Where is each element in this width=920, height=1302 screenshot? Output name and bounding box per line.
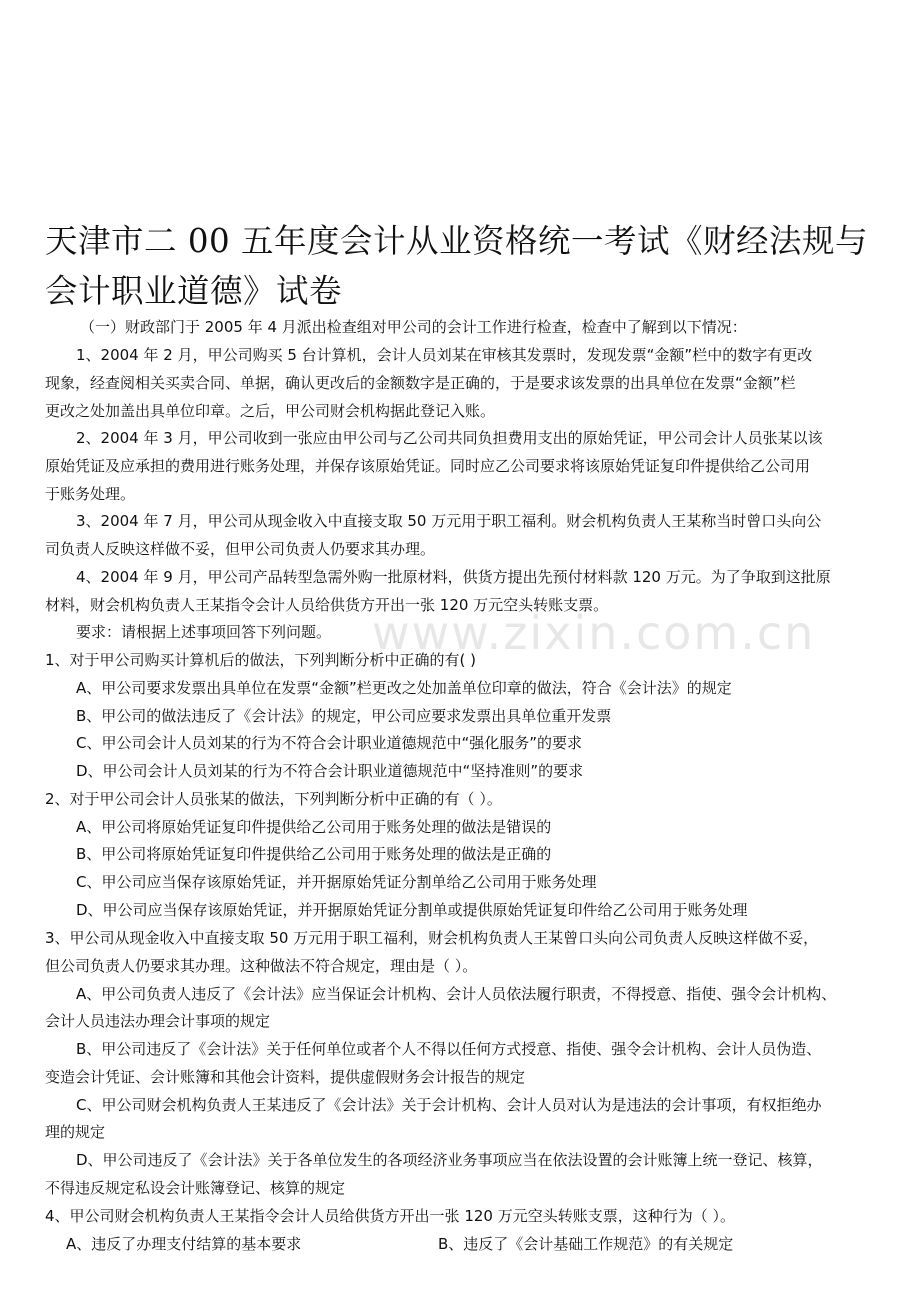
question-1-option-c: C、甲公司会计人员刘某的行为不符合会计职业道德规范中“强化服务”的要求: [76, 734, 583, 752]
fact-2-line-2: 原始凭证及应承担的费用进行账务处理，并保存该原始凭证。同时应乙公司要求将该原始凭证复印件提供给乙公司用: [45, 457, 811, 475]
question-3-option-a-line-1: A、甲公司负责人违反了《会计法》应当保证会计机构、会计人员依法履行职责，不得授意、指使、强令会计机构、: [76, 985, 837, 1003]
fact-1-line-1: 1、2004 年 2 月，甲公司购买 5 台计算机，会计人员刘某在审核其发票时，发现发票“金额”栏中的数字有更改: [76, 346, 813, 364]
exam-title: 天津市二 00 五年度会计从业资格统一考试《财经法规与会计职业道德》试卷: [45, 222, 869, 310]
question-4-option-a: A、违反了办理支付结算的基本要求: [66, 1235, 302, 1253]
question-2: 2、对于甲公司会计人员张某的做法，下列判断分析中正确的有（ ）。: [45, 790, 502, 808]
requirement: 要求：请根据上述事项回答下列问题。: [76, 623, 332, 641]
question-3-line-1: 3、甲公司从现金收入中直接支取 50 万元用于职工福利，财会机构负责人王某曾口头向公司负责人反映这样做不妥，: [45, 929, 819, 947]
fact-2-line-1: 2、2004 年 3 月，甲公司收到一张应由甲公司与乙公司共同负担费用支出的原始凭证，甲公司会计人员张某以该: [76, 429, 823, 447]
question-2-option-b: B、甲公司将原始凭证复印件提供给乙公司用于账务处理的做法是正确的: [76, 845, 552, 863]
fact-4-line-1: 4、2004 年 9 月，甲公司产品转型急需外购一批原材料，供货方提出先预付材料款 120 万元。为了争取到这批原: [76, 568, 831, 586]
question-2-option-a: A、甲公司将原始凭证复印件提供给乙公司用于账务处理的做法是错误的: [76, 818, 552, 836]
fact-3-line-1: 3、2004 年 7 月，甲公司从现金收入中直接支取 50 万元用于职工福利。财会机构负责人王某称当时曾口头向公: [76, 512, 822, 530]
question-3-option-d-line-2: 不得违反规定私设会计账簿登记、核算的规定: [45, 1179, 346, 1197]
question-3-option-a-line-2: 会计人员违法办理会计事项的规定: [45, 1012, 271, 1030]
question-2-option-d: D、甲公司应当保存该原始凭证，并开据原始凭证分割单或提供原始凭证复印件给乙公司用于账务处理: [76, 901, 748, 919]
question-4-option-b: B、违反了《会计基础工作规范》的有关规定: [438, 1235, 734, 1253]
question-3-option-c-line-2: 理的规定: [45, 1123, 106, 1141]
question-1-option-a: A、甲公司要求发票出具单位在发票“金额”栏更改之处加盖单位印章的做法，符合《会计法》的规定: [76, 679, 732, 697]
question-1-option-d: D、甲公司会计人员刘某的行为不符合会计职业道德规范中“坚持准则”的要求: [76, 762, 584, 780]
question-4: 4、甲公司财会机构负责人王某指令会计人员给供货方开出一张 120 万元空头转账支票，这种行为（ ）。: [45, 1207, 735, 1225]
question-3-option-c-line-1: C、甲公司财会机构负责人王某违反了《会计法》关于会计机构、会计人员对认为是违法的会计事项，有权拒绝办: [76, 1096, 822, 1114]
question-1-option-b: B、甲公司的做法违反了《会计法》的规定，甲公司应要求发票出具单位重开发票: [76, 707, 612, 725]
question-3-option-b-line-2: 变造会计凭证、会计账簿和其他会计资料，提供虚假财务会计报告的规定: [45, 1068, 526, 1086]
watermark: www.zixin.com.cn: [372, 606, 816, 660]
intro-paragraph: （一）财政部门于 2005 年 4 月派出检查组对甲公司的会计工作进行检查，检查中了解到以下情况：: [80, 318, 747, 336]
question-3-line-2: 但公司负责人仍要求其办理。这种做法不符合规定，理由是（ ）。: [45, 957, 478, 975]
question-3-option-d-line-1: D、甲公司违反了《会计法》关于各单位发生的各项经济业务事项应当在依法设置的会计账簿上统一登记、核算，: [76, 1151, 823, 1169]
fact-4-line-2: 材料，财会机构负责人王某指令会计人员给供货方开出一张 120 万元空头转账支票。: [45, 596, 609, 614]
question-1: 1、对于甲公司购买计算机后的做法，下列判断分析中正确的有( ): [45, 651, 477, 669]
fact-1-line-3: 更改之处加盖出具单位印章。之后，甲公司财会机构据此登记入账。: [45, 402, 496, 420]
question-2-option-c: C、甲公司应当保存该原始凭证，并开据原始凭证分割单给乙公司用于账务处理: [76, 873, 597, 891]
fact-1-line-2: 现象，经查阅相关买卖合同、单据，确认更改后的金额数字是正确的，于是要求该发票的出具单位在发票“金额”栏: [45, 374, 796, 392]
question-3-option-b-line-1: B、甲公司违反了《会计法》关于任何单位或者个人不得以任何方式授意、指使、强令会计机构、会计人员伪造、: [76, 1040, 822, 1058]
fact-2-line-3: 于账务处理。: [45, 485, 136, 503]
fact-3-line-2: 司负责人反映这样做不妥，但甲公司负责人仍要求其办理。: [45, 540, 436, 558]
